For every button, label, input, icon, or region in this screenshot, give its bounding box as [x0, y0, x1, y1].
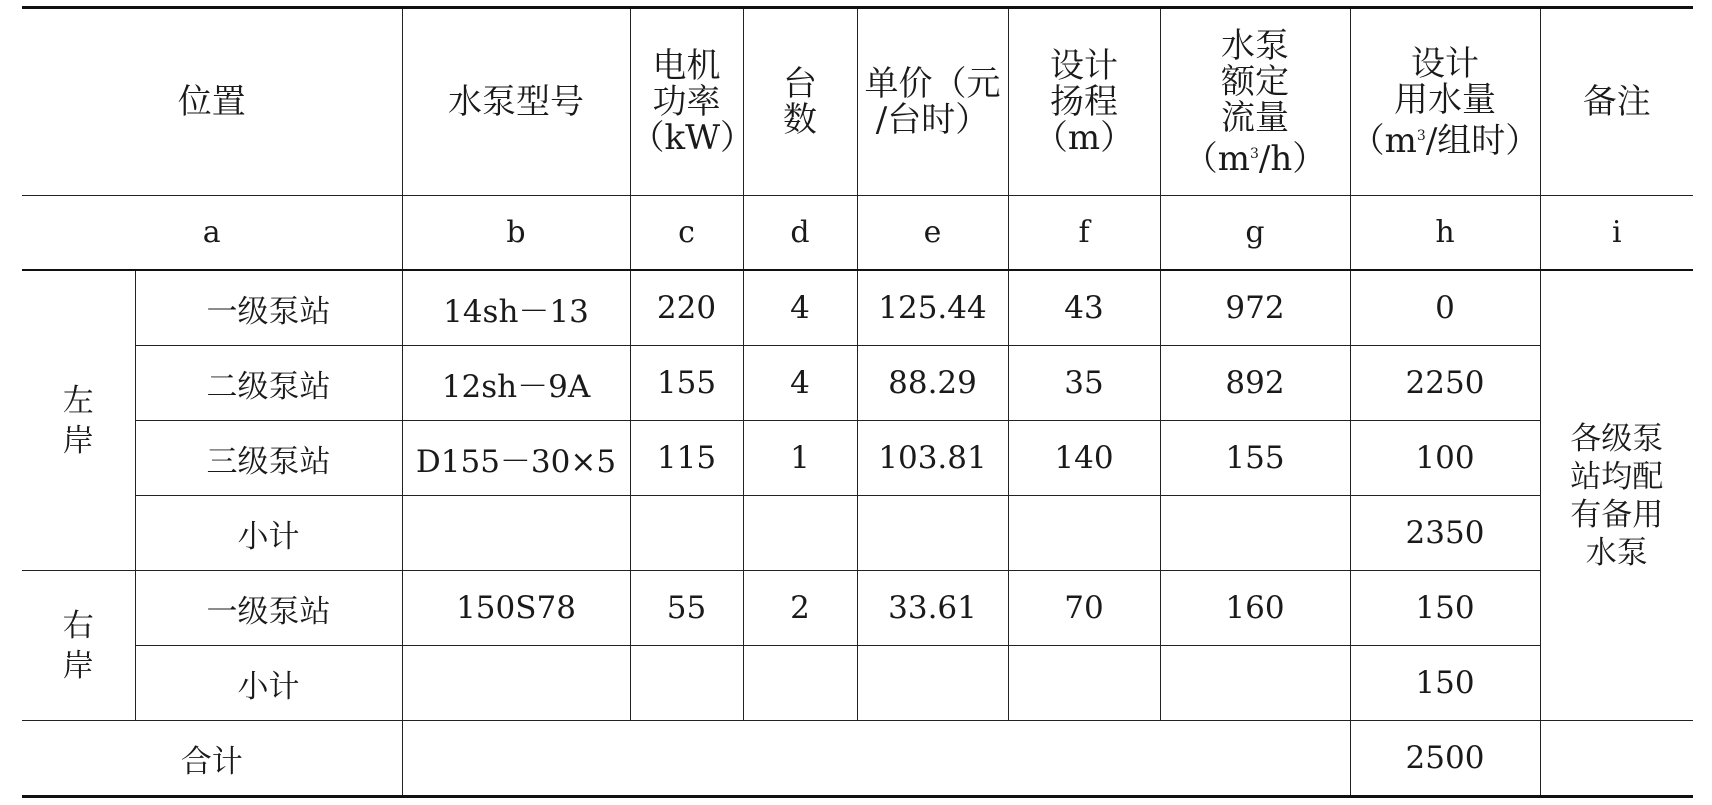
header-count-line2: 数 — [783, 100, 817, 140]
flow-cell: 972 — [1160, 270, 1350, 346]
pump-table-container — [22, 6, 1693, 798]
empty-cell — [402, 646, 630, 721]
header-design-water-sup: 3 — [1416, 127, 1426, 144]
price-cell: 88.29 — [857, 346, 1008, 421]
empty-cell — [1540, 721, 1693, 797]
water-cell: 0 — [1350, 270, 1540, 346]
header-design-water-line1: 设计 — [1411, 43, 1479, 84]
header-unit-price-line2: /台时） — [875, 100, 990, 140]
total-water: 2500 — [1350, 721, 1540, 797]
remarks-line1: 各级泵 — [1570, 420, 1664, 457]
empty-cell — [1008, 496, 1160, 571]
water-cell: 100 — [1350, 421, 1540, 496]
model-cell: D155－30×5 — [402, 421, 630, 496]
remarks-line2: 站均配 — [1570, 458, 1664, 495]
letter-b: b — [402, 196, 630, 271]
empty-cell — [402, 721, 1350, 797]
empty-cell — [402, 496, 630, 571]
letter-g: g — [1160, 196, 1350, 271]
empty-cell — [1160, 496, 1350, 571]
header-design-head-line3: （m） — [1033, 118, 1135, 158]
remarks-line3: 有备用 — [1570, 496, 1664, 533]
header-motor-power — [630, 8, 755, 196]
group-right-bank-line2: 岸 — [62, 647, 94, 684]
price-cell: 33.61 — [857, 571, 1008, 646]
group-left-bank — [22, 270, 135, 571]
power-cell: 115 — [630, 421, 743, 496]
power-cell: 155 — [630, 346, 743, 421]
header-rated-flow — [1160, 8, 1350, 196]
table-row — [22, 346, 1693, 421]
station-cell: 三级泵站 — [135, 421, 402, 496]
header-position: 位置 — [22, 8, 402, 196]
water-cell: 150 — [1350, 571, 1540, 646]
letter-d: d — [743, 196, 857, 271]
table-row-total — [22, 721, 1693, 797]
header-rated-flow-sup: 3 — [1249, 145, 1259, 162]
header-design-head — [1008, 8, 1160, 196]
price-cell: 125.44 — [857, 270, 1008, 346]
header-remarks: 备注 — [1540, 8, 1693, 196]
table-row — [22, 421, 1693, 496]
empty-cell — [743, 496, 857, 571]
letter-h: h — [1350, 196, 1540, 271]
header-rated-flow-line4 — [1161, 136, 1350, 177]
header-rated-flow-line1: 水泵 — [1221, 25, 1289, 66]
pump-station-table — [22, 6, 1693, 798]
header-design-water-line3 — [1351, 118, 1540, 159]
header-pump-model: 水泵型号 — [402, 8, 630, 196]
header-unit-price — [857, 8, 1008, 196]
table-row-subtotal — [22, 496, 1693, 571]
station-cell: 一级泵站 — [135, 270, 402, 346]
total-label: 合计 — [22, 721, 402, 797]
group-left-bank-line1: 左 — [62, 382, 94, 419]
letter-row — [22, 196, 1693, 271]
empty-cell — [1160, 646, 1350, 721]
head-cell: 35 — [1008, 346, 1160, 421]
empty-cell — [857, 496, 1008, 571]
subtotal-water: 150 — [1350, 646, 1540, 721]
letter-a: a — [22, 196, 402, 271]
letter-i: i — [1540, 196, 1693, 271]
model-cell: 12sh－9A — [402, 346, 630, 421]
header-rated-flow-unit-b: /h） — [1258, 138, 1327, 179]
header-count — [743, 8, 857, 196]
header-motor-power-line3: （kW） — [630, 118, 755, 158]
subtotal-label: 小计 — [135, 646, 402, 721]
empty-cell — [1008, 646, 1160, 721]
header-design-water-unit-b: /组时） — [1425, 120, 1540, 161]
header-design-head-line1: 设计 — [1050, 46, 1118, 86]
header-row — [22, 8, 1693, 196]
power-cell: 55 — [630, 571, 743, 646]
header-motor-power-line1: 电机 — [652, 46, 721, 86]
table-row-subtotal — [22, 646, 1693, 721]
empty-cell — [630, 496, 743, 571]
header-rated-flow-line3: 流量 — [1221, 97, 1289, 138]
empty-cell — [743, 646, 857, 721]
count-cell: 2 — [743, 571, 857, 646]
header-count-line1: 台 — [783, 64, 817, 104]
header-design-water — [1350, 8, 1540, 196]
flow-cell: 160 — [1160, 571, 1350, 646]
header-motor-power-line2: 功率 — [652, 82, 721, 122]
flow-cell: 892 — [1160, 346, 1350, 421]
station-cell: 一级泵站 — [135, 571, 402, 646]
header-unit-price-line1: 单价（元 — [864, 64, 1001, 104]
header-design-water-unit-a: （m — [1350, 120, 1417, 161]
head-cell: 43 — [1008, 270, 1160, 346]
flow-cell: 155 — [1160, 421, 1350, 496]
count-cell: 4 — [743, 346, 857, 421]
subtotal-water: 2350 — [1350, 496, 1540, 571]
group-left-bank-line2: 岸 — [62, 422, 94, 459]
header-design-head-line2: 扬程 — [1050, 82, 1118, 122]
group-right-bank-line1: 右 — [62, 607, 94, 644]
header-design-water-line2: 用水量 — [1394, 79, 1496, 120]
count-cell: 4 — [743, 270, 857, 346]
head-cell: 140 — [1008, 421, 1160, 496]
count-cell: 1 — [743, 421, 857, 496]
water-cell: 2250 — [1350, 346, 1540, 421]
remarks-cell — [1540, 270, 1693, 721]
station-cell: 二级泵站 — [135, 346, 402, 421]
model-cell: 150S78 — [402, 571, 630, 646]
letter-f: f — [1008, 196, 1160, 271]
group-right-bank — [22, 571, 135, 721]
letter-c: c — [630, 196, 743, 271]
letter-e: e — [857, 196, 1008, 271]
price-cell: 103.81 — [857, 421, 1008, 496]
header-rated-flow-line2: 额定 — [1221, 61, 1289, 102]
remarks-line4: 水泵 — [1585, 534, 1648, 571]
head-cell: 70 — [1008, 571, 1160, 646]
header-rated-flow-unit-a: （m — [1183, 138, 1250, 179]
table-row — [22, 270, 1693, 346]
subtotal-label: 小计 — [135, 496, 402, 571]
model-cell: 14sh－13 — [402, 270, 630, 346]
power-cell: 220 — [630, 270, 743, 346]
empty-cell — [630, 646, 743, 721]
table-row — [22, 571, 1693, 646]
empty-cell — [857, 646, 1008, 721]
